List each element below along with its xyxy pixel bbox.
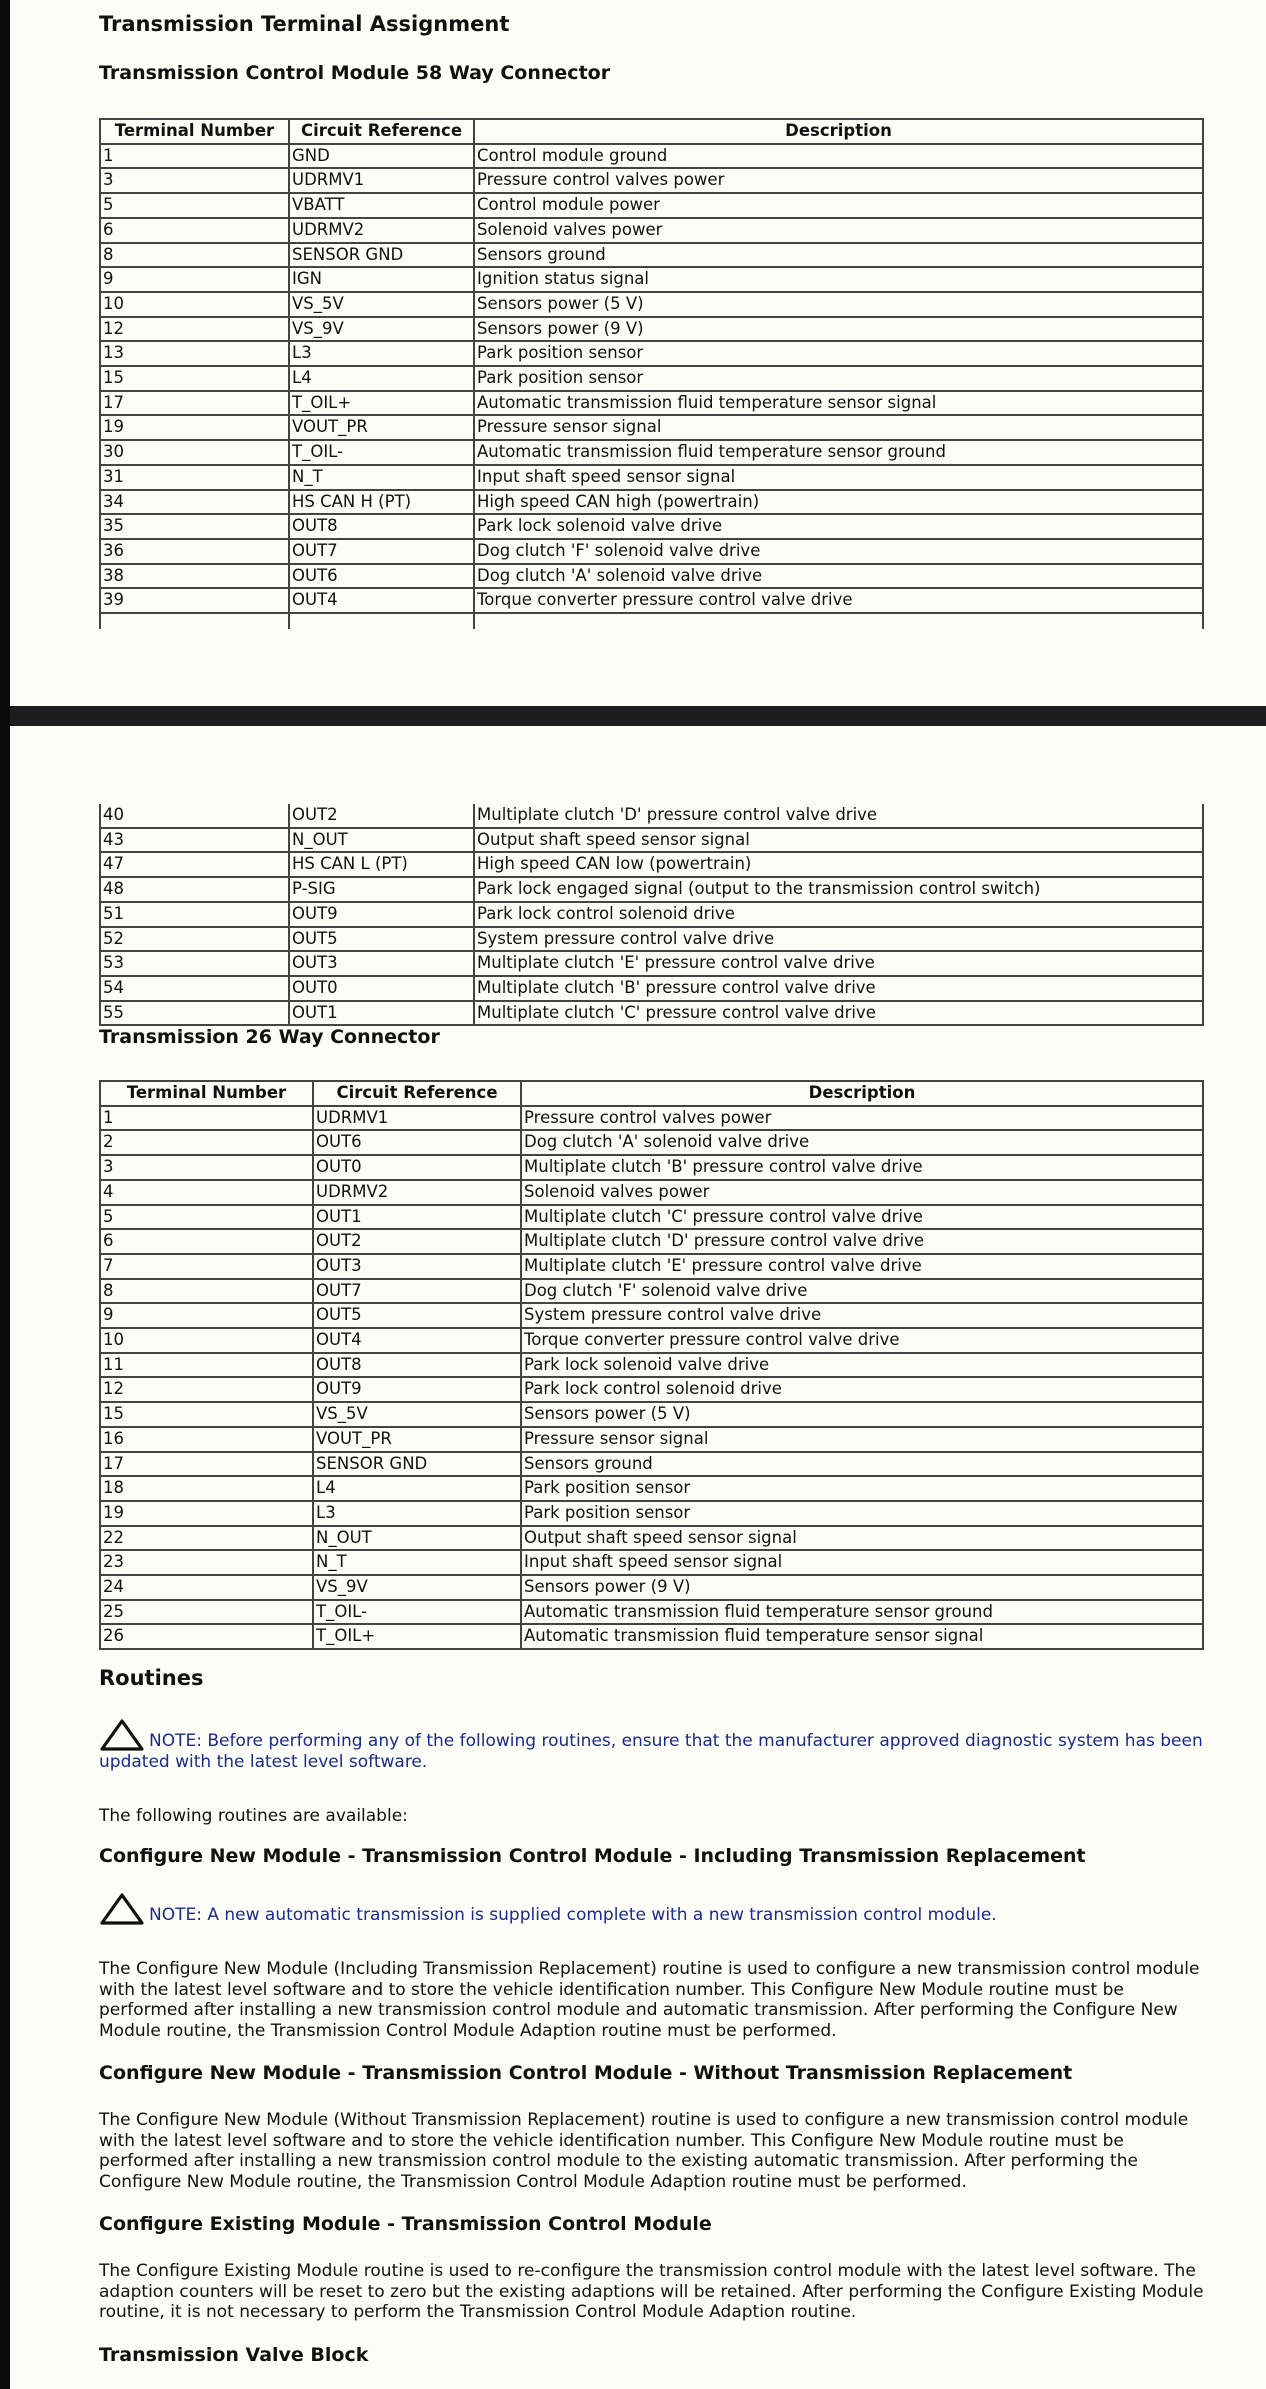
table-row	[100, 852, 1203, 877]
table-row	[100, 490, 1203, 515]
circuit-cell: SENSOR GND	[289, 243, 474, 268]
description-cell: Sensors ground	[474, 243, 1203, 268]
circuit-cell: T_OIL-	[313, 1600, 521, 1625]
circuit-cell: N_T	[289, 465, 474, 490]
description-cell: Torque converter pressure control valve drive	[474, 588, 1203, 613]
table-row	[100, 218, 1203, 243]
circuit-cell: OUT1	[289, 1001, 474, 1026]
circuit-cell: OUT0	[289, 976, 474, 1001]
circuit-cell: UDRMV2	[289, 218, 474, 243]
circuit-cell: OUT7	[289, 539, 474, 564]
description-cell: Pressure sensor signal	[521, 1427, 1203, 1452]
circuit-cell: OUT9	[289, 902, 474, 927]
description-cell: System pressure control valve drive	[521, 1303, 1203, 1328]
table-row	[100, 1353, 1203, 1378]
terminal-cell: 15	[100, 366, 289, 391]
circuit-cell: T_OIL+	[289, 391, 474, 416]
table-row	[100, 1279, 1203, 1304]
circuit-cell: VOUT_PR	[313, 1427, 521, 1452]
cfg-new-incl-text: The Configure New Module (Including Transmission Replacement) routine is used to configure a new transmission control module with the latest level software and to store the vehicle identification number. This Configure New Module routine must be performed after installing a new transmission control module and automatic transmission. After performing the Configure New Module routine, the Transmission Control Module Adaption routine must be performed.	[99, 1959, 1200, 2041]
circuit-cell: L3	[289, 341, 474, 366]
terminal-cell: 13	[100, 341, 289, 366]
description-cell: Sensors power (9 V)	[521, 1575, 1203, 1600]
circuit-cell: OUT7	[313, 1279, 521, 1304]
terminal-cell: 53	[100, 951, 289, 976]
empty-cell	[100, 613, 289, 629]
table-row	[100, 1328, 1203, 1353]
description-cell: High speed CAN low (powertrain)	[474, 852, 1203, 877]
circuit-cell: VS_5V	[289, 292, 474, 317]
description-cell: Dog clutch 'F' solenoid valve drive	[474, 539, 1203, 564]
circuit-cell: UDRMV1	[289, 168, 474, 193]
header-terminal: Terminal Number	[100, 119, 289, 144]
table-row	[100, 341, 1203, 366]
table-row	[100, 1624, 1203, 1649]
table-row	[100, 1180, 1203, 1205]
table-row	[100, 588, 1203, 613]
table-row	[100, 1229, 1203, 1254]
circuit-cell: UDRMV2	[313, 1180, 521, 1205]
circuit-cell: VS_5V	[313, 1402, 521, 1427]
valve-block-title: Transmission Valve Block	[99, 2344, 369, 2366]
terminal-cell: 19	[100, 1501, 313, 1526]
cfg-new-wo-text: The Configure New Module (Without Transmission Replacement) routine is used to configure a new transmission control module with the latest level software and to store the vehicle identification number. This Configure New Module routine must be performed after installing a new transmission control module to the existing automatic transmission. After performing the Configure New Module routine, the Transmission Control Module Adaption routine must be performed.	[99, 2110, 1189, 2192]
description-cell: Pressure control valves power	[521, 1106, 1203, 1131]
terminal-cell: 3	[100, 1155, 313, 1180]
terminal-cell: 11	[100, 1353, 313, 1378]
table-row	[100, 976, 1203, 1001]
description-cell: Park lock control solenoid drive	[521, 1377, 1203, 1402]
terminal-cell: 1	[100, 1106, 313, 1131]
note-new-transmission	[99, 1892, 1209, 1926]
circuit-cell: L4	[289, 366, 474, 391]
table-continuation-row	[100, 613, 1203, 629]
terminal-cell: 25	[100, 1600, 313, 1625]
cfg-new-wo-title: Configure New Module - Transmission Control Module - Without Transmission Replacement	[99, 2062, 1073, 2084]
table-row	[100, 1001, 1203, 1026]
terminal-cell: 8	[100, 1279, 313, 1304]
circuit-cell: OUT2	[289, 804, 474, 828]
circuit-cell: IGN	[289, 267, 474, 292]
description-cell: Park position sensor	[474, 341, 1203, 366]
table-row	[100, 1476, 1203, 1501]
table-row	[100, 267, 1203, 292]
terminal-cell: 36	[100, 539, 289, 564]
description-cell: Output shaft speed sensor signal	[521, 1526, 1203, 1551]
circuit-cell: OUT4	[289, 588, 474, 613]
terminal-cell: 2	[100, 1130, 313, 1155]
page-2	[0, 726, 1266, 2389]
description-cell: Park lock solenoid valve drive	[521, 1353, 1203, 1378]
terminal-cell: 35	[100, 514, 289, 539]
circuit-cell: T_OIL+	[313, 1624, 521, 1649]
circuit-cell: UDRMV1	[313, 1106, 521, 1131]
table-row	[100, 539, 1203, 564]
terminal-cell: 16	[100, 1427, 313, 1452]
description-cell: Input shaft speed sensor signal	[521, 1550, 1203, 1575]
table-row	[100, 1427, 1203, 1452]
description-cell: Dog clutch 'A' solenoid valve drive	[521, 1130, 1203, 1155]
terminal-cell: 24	[100, 1575, 313, 1600]
circuit-cell: OUT6	[313, 1130, 521, 1155]
page-edge	[0, 726, 10, 2389]
description-cell: Multiplate clutch 'D' pressure control valve drive	[474, 804, 1203, 828]
conn26-terminal-table	[99, 1080, 1204, 1650]
table-row	[100, 1303, 1203, 1328]
terminal-cell: 22	[100, 1526, 313, 1551]
tcm-connector-title: Transmission Control Module 58 Way Connector	[99, 62, 611, 84]
terminal-cell: 15	[100, 1402, 313, 1427]
description-cell: Multiplate clutch 'C' pressure control valve drive	[521, 1205, 1203, 1230]
circuit-cell: N_OUT	[313, 1526, 521, 1551]
description-cell: Control module power	[474, 193, 1203, 218]
description-cell: Pressure control valves power	[474, 168, 1203, 193]
table-row	[100, 391, 1203, 416]
terminal-cell: 52	[100, 927, 289, 952]
warning-triangle-icon	[99, 1718, 145, 1752]
description-cell: Sensors ground	[521, 1452, 1203, 1477]
table-row	[100, 243, 1203, 268]
circuit-cell: HS CAN H (PT)	[289, 490, 474, 515]
header-terminal: Terminal Number	[100, 1081, 313, 1106]
terminal-cell: 39	[100, 588, 289, 613]
routines-available-text: The following routines are available:	[99, 1806, 408, 1826]
circuit-cell: OUT9	[313, 1377, 521, 1402]
circuit-cell: OUT8	[313, 1353, 521, 1378]
terminal-cell: 30	[100, 440, 289, 465]
table-row	[100, 1130, 1203, 1155]
note-text: NOTE: Before performing any of the following routines, ensure that the manufacturer approved diagnostic system has been updated with the latest level software.	[99, 1731, 1203, 1772]
description-cell: Dog clutch 'A' solenoid valve drive	[474, 564, 1203, 589]
terminal-cell: 4	[100, 1180, 313, 1205]
terminal-cell: 55	[100, 1001, 289, 1026]
circuit-cell: P-SIG	[289, 877, 474, 902]
description-cell: Park lock engaged signal (output to the transmission control switch)	[474, 877, 1203, 902]
circuit-cell: L3	[313, 1501, 521, 1526]
description-cell: Solenoid valves power	[521, 1180, 1203, 1205]
description-cell: Sensors power (5 V)	[521, 1402, 1203, 1427]
description-cell: Input shaft speed sensor signal	[474, 465, 1203, 490]
terminal-cell: 9	[100, 1303, 313, 1328]
routines-title: Routines	[99, 1666, 204, 1690]
table-row	[100, 193, 1203, 218]
description-cell: Park lock solenoid valve drive	[474, 514, 1203, 539]
table-row	[100, 1452, 1203, 1477]
terminal-cell: 31	[100, 465, 289, 490]
description-cell: Multiplate clutch 'B' pressure control valve drive	[521, 1155, 1203, 1180]
table-row	[100, 1575, 1203, 1600]
table-row	[100, 1402, 1203, 1427]
circuit-cell: OUT3	[289, 951, 474, 976]
table-row	[100, 1550, 1203, 1575]
terminal-cell: 12	[100, 317, 289, 342]
description-cell: Solenoid valves power	[474, 218, 1203, 243]
description-cell: Park position sensor	[521, 1501, 1203, 1526]
cfg-new-incl-title: Configure New Module - Transmission Control Module - Including Transmission Replacement	[99, 1845, 1086, 1867]
terminal-cell: 47	[100, 852, 289, 877]
terminal-cell: 17	[100, 1452, 313, 1477]
circuit-cell: OUT5	[289, 927, 474, 952]
circuit-cell: GND	[289, 144, 474, 169]
circuit-cell: SENSOR GND	[313, 1452, 521, 1477]
circuit-cell: VS_9V	[289, 317, 474, 342]
table-row	[100, 564, 1203, 589]
terminal-cell: 6	[100, 1229, 313, 1254]
empty-cell	[474, 613, 1203, 629]
terminal-cell: 6	[100, 218, 289, 243]
page-separator	[0, 706, 1266, 726]
note-latest-software	[99, 1718, 1209, 1773]
circuit-cell: VOUT_PR	[289, 415, 474, 440]
table-row	[100, 804, 1203, 828]
header-description: Description	[521, 1081, 1203, 1106]
description-cell: Dog clutch 'F' solenoid valve drive	[521, 1279, 1203, 1304]
header-circuit: Circuit Reference	[313, 1081, 521, 1106]
circuit-cell: OUT2	[313, 1229, 521, 1254]
table-row	[100, 1377, 1203, 1402]
terminal-cell: 8	[100, 243, 289, 268]
terminal-cell: 48	[100, 877, 289, 902]
circuit-cell: L4	[313, 1476, 521, 1501]
circuit-cell: N_OUT	[289, 828, 474, 853]
circuit-cell: OUT4	[313, 1328, 521, 1353]
terminal-cell: 17	[100, 391, 289, 416]
description-cell: Park lock control solenoid drive	[474, 902, 1203, 927]
tcm-terminal-table-part1	[99, 118, 1204, 629]
description-cell: Multiplate clutch 'D' pressure control valve drive	[521, 1229, 1203, 1254]
circuit-cell: OUT3	[313, 1254, 521, 1279]
circuit-cell: OUT6	[289, 564, 474, 589]
terminal-cell: 40	[100, 804, 289, 828]
cfg-exist-text: The Configure Existing Module routine is used to re-configure the transmission control module with the latest level software. The adaption counters will be reset to zero but the existing adaptions will be retained. After performing the Configure Existing Module routine, it is not necessary to perform the Transmission Control Module Adaption routine.	[99, 2261, 1204, 2322]
terminal-cell: 3	[100, 168, 289, 193]
terminal-cell: 43	[100, 828, 289, 853]
table-row	[100, 1155, 1203, 1180]
terminal-cell: 12	[100, 1377, 313, 1402]
conn26-title: Transmission 26 Way Connector	[99, 1026, 440, 1048]
table-row	[100, 1501, 1203, 1526]
page-edge	[0, 0, 10, 706]
terminal-cell: 10	[100, 292, 289, 317]
terminal-cell: 9	[100, 267, 289, 292]
table-row	[100, 1205, 1203, 1230]
circuit-cell: HS CAN L (PT)	[289, 852, 474, 877]
terminal-cell: 51	[100, 902, 289, 927]
table-row	[100, 292, 1203, 317]
table-row	[100, 465, 1203, 490]
description-cell: Automatic transmission fluid temperature sensor ground	[521, 1600, 1203, 1625]
table-row	[100, 317, 1203, 342]
terminal-cell: 34	[100, 490, 289, 515]
table-row	[100, 144, 1203, 169]
circuit-cell: VBATT	[289, 193, 474, 218]
description-cell: Park position sensor	[474, 366, 1203, 391]
terminal-cell: 26	[100, 1624, 313, 1649]
description-cell: Automatic transmission fluid temperature sensor ground	[474, 440, 1203, 465]
table-row	[100, 415, 1203, 440]
terminal-cell: 38	[100, 564, 289, 589]
warning-triangle-icon	[99, 1892, 145, 1926]
terminal-cell: 23	[100, 1550, 313, 1575]
table-row	[100, 366, 1203, 391]
table-row	[100, 877, 1203, 902]
circuit-cell: OUT5	[313, 1303, 521, 1328]
note-text: NOTE: A new automatic transmission is supplied complete with a new transmission control module.	[149, 1905, 997, 1925]
description-cell: Multiplate clutch 'E' pressure control valve drive	[474, 951, 1203, 976]
page-1	[0, 0, 1266, 706]
header-description: Description	[474, 119, 1203, 144]
table-row	[100, 168, 1203, 193]
empty-cell	[289, 613, 474, 629]
table-row	[100, 828, 1203, 853]
description-cell: Ignition status signal	[474, 267, 1203, 292]
terminal-cell: 5	[100, 1205, 313, 1230]
cfg-exist-title: Configure Existing Module - Transmission Control Module	[99, 2213, 712, 2235]
description-cell: Multiplate clutch 'B' pressure control valve drive	[474, 976, 1203, 1001]
description-cell: Control module ground	[474, 144, 1203, 169]
table-header-row	[100, 1081, 1203, 1106]
terminal-cell: 7	[100, 1254, 313, 1279]
description-cell: Multiplate clutch 'C' pressure control valve drive	[474, 1001, 1203, 1026]
description-cell: Output shaft speed sensor signal	[474, 828, 1203, 853]
terminal-cell: 18	[100, 1476, 313, 1501]
terminal-cell: 10	[100, 1328, 313, 1353]
description-cell: Sensors power (5 V)	[474, 292, 1203, 317]
terminal-cell: 1	[100, 144, 289, 169]
description-cell: System pressure control valve drive	[474, 927, 1203, 952]
description-cell: Multiplate clutch 'E' pressure control valve drive	[521, 1254, 1203, 1279]
circuit-cell: T_OIL-	[289, 440, 474, 465]
table-row	[100, 951, 1203, 976]
table-row	[100, 1526, 1203, 1551]
document-title: Transmission Terminal Assignment	[99, 12, 510, 36]
table-row	[100, 1254, 1203, 1279]
terminal-cell: 5	[100, 193, 289, 218]
circuit-cell: OUT1	[313, 1205, 521, 1230]
header-circuit: Circuit Reference	[289, 119, 474, 144]
description-cell: High speed CAN high (powertrain)	[474, 490, 1203, 515]
circuit-cell: OUT0	[313, 1155, 521, 1180]
description-cell: Sensors power (9 V)	[474, 317, 1203, 342]
description-cell: Torque converter pressure control valve drive	[521, 1328, 1203, 1353]
circuit-cell: OUT8	[289, 514, 474, 539]
description-cell: Automatic transmission fluid temperature sensor signal	[474, 391, 1203, 416]
description-cell: Automatic transmission fluid temperature sensor signal	[521, 1624, 1203, 1649]
table-row	[100, 514, 1203, 539]
table-row	[100, 1600, 1203, 1625]
table-row	[100, 902, 1203, 927]
table-row	[100, 927, 1203, 952]
table-row	[100, 440, 1203, 465]
table-row	[100, 1106, 1203, 1131]
description-cell: Pressure sensor signal	[474, 415, 1203, 440]
tcm-terminal-table-part2	[99, 804, 1204, 1026]
terminal-cell: 54	[100, 976, 289, 1001]
terminal-cell: 19	[100, 415, 289, 440]
circuit-cell: VS_9V	[313, 1575, 521, 1600]
table-header-row	[100, 119, 1203, 144]
description-cell: Park position sensor	[521, 1476, 1203, 1501]
circuit-cell: N_T	[313, 1550, 521, 1575]
